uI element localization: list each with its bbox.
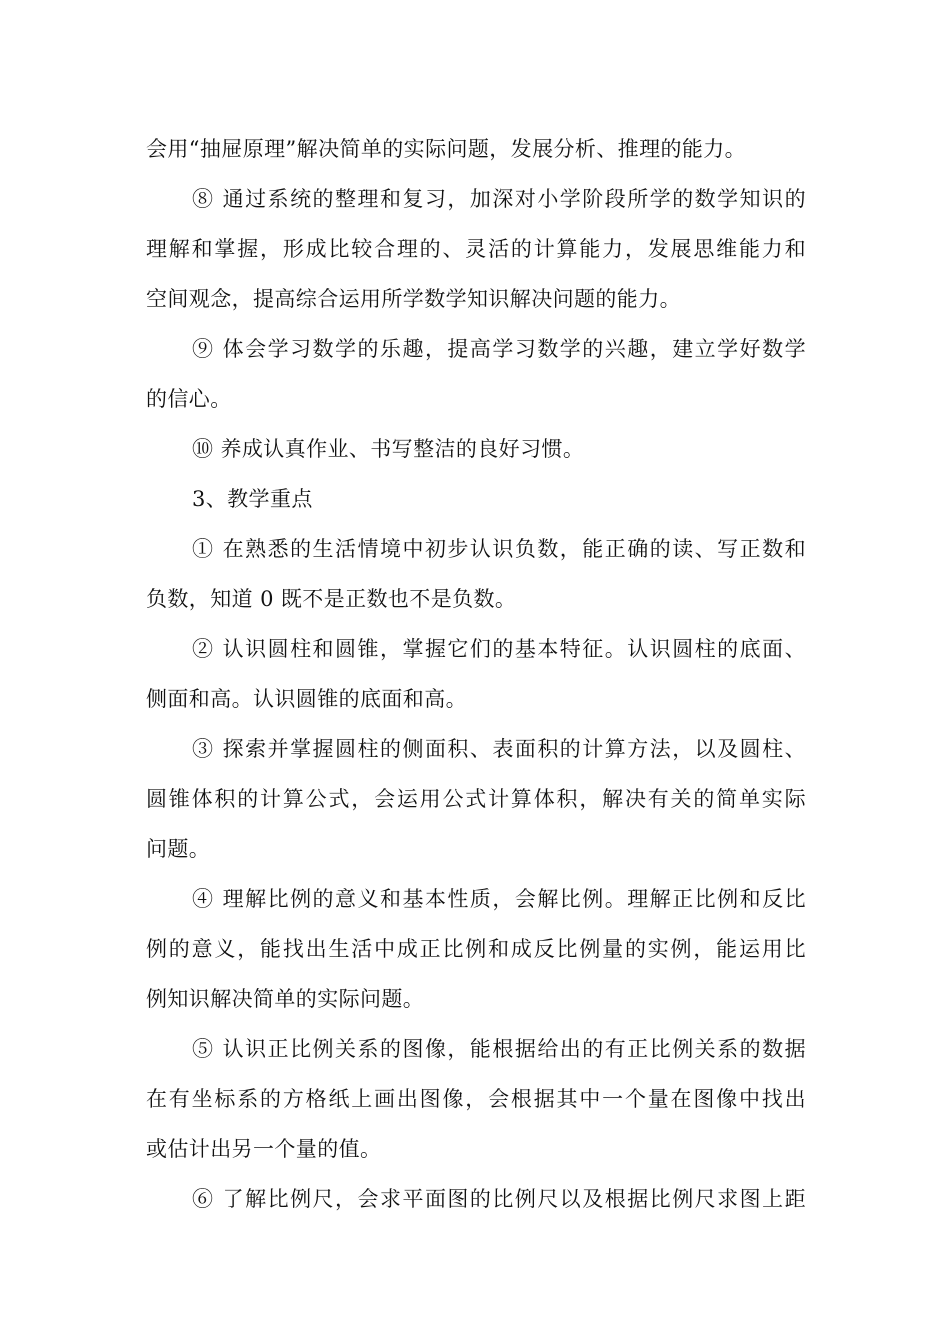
text-line: 理解和掌握，形成比较合理的、灵活的计算能力，发展思维能力和 — [146, 237, 806, 261]
text-line: 在有坐标系的方格纸上画出图像，会根据其中一个量在图像中找出 — [146, 1087, 806, 1111]
text-line: 圆锥体积的计算公式，会运用公式计算体积，解决有关的简单实际 — [146, 787, 806, 811]
text-line: ③ 探索并掌握圆柱的侧面积、表面积的计算方法，以及圆柱、 — [192, 737, 806, 761]
text-line: 空间观念，提高综合运用所学数学知识解决问题的能力。 — [146, 287, 681, 311]
section-heading: 3、教学重点 — [192, 487, 313, 511]
text-line: 侧面和高。认识圆锥的底面和高。 — [146, 687, 467, 711]
text-line: ④ 理解比例的意义和基本性质，会解比例。理解正比例和反比 — [192, 887, 806, 911]
text-line: 的信心。 — [146, 387, 232, 411]
text-line: ⑤ 认识正比例关系的图像，能根据给出的有正比例关系的数据 — [192, 1037, 806, 1061]
text-line: 例的意义，能找出生活中成正比例和成反比例量的实例，能运用比 — [146, 937, 806, 961]
text-line: ⑥ 了解比例尺，会求平面图的比例尺以及根据比例尺求图上距 — [192, 1187, 806, 1211]
text-line: ① 在熟悉的生活情境中初步认识负数，能正确的读、写正数和 — [192, 537, 806, 561]
text-line: ② 认识圆柱和圆锥，掌握它们的基本特征。认识圆柱的底面、 — [192, 637, 806, 661]
text-line: 或估计出另一个量的值。 — [146, 1137, 382, 1161]
text-line: 例知识解决简单的实际问题。 — [146, 987, 425, 1011]
text-line: 负数，知道 0 既不是正数也不是负数。 — [146, 587, 517, 611]
text-line: ⑩ 养成认真作业、书写整洁的良好习惯。 — [192, 437, 585, 461]
text-line: 问题。 — [146, 837, 211, 861]
text-line: ⑧ 通过系统的整理和复习，加深对小学阶段所学的数学知识的 — [192, 187, 806, 211]
text-line: 会用“抽屉原理”解决简单的实际问题，发展分析、推理的能力。 — [146, 137, 747, 161]
text-line: ⑨ 体会学习数学的乐趣，提高学习数学的兴趣，建立学好数学 — [192, 337, 806, 361]
